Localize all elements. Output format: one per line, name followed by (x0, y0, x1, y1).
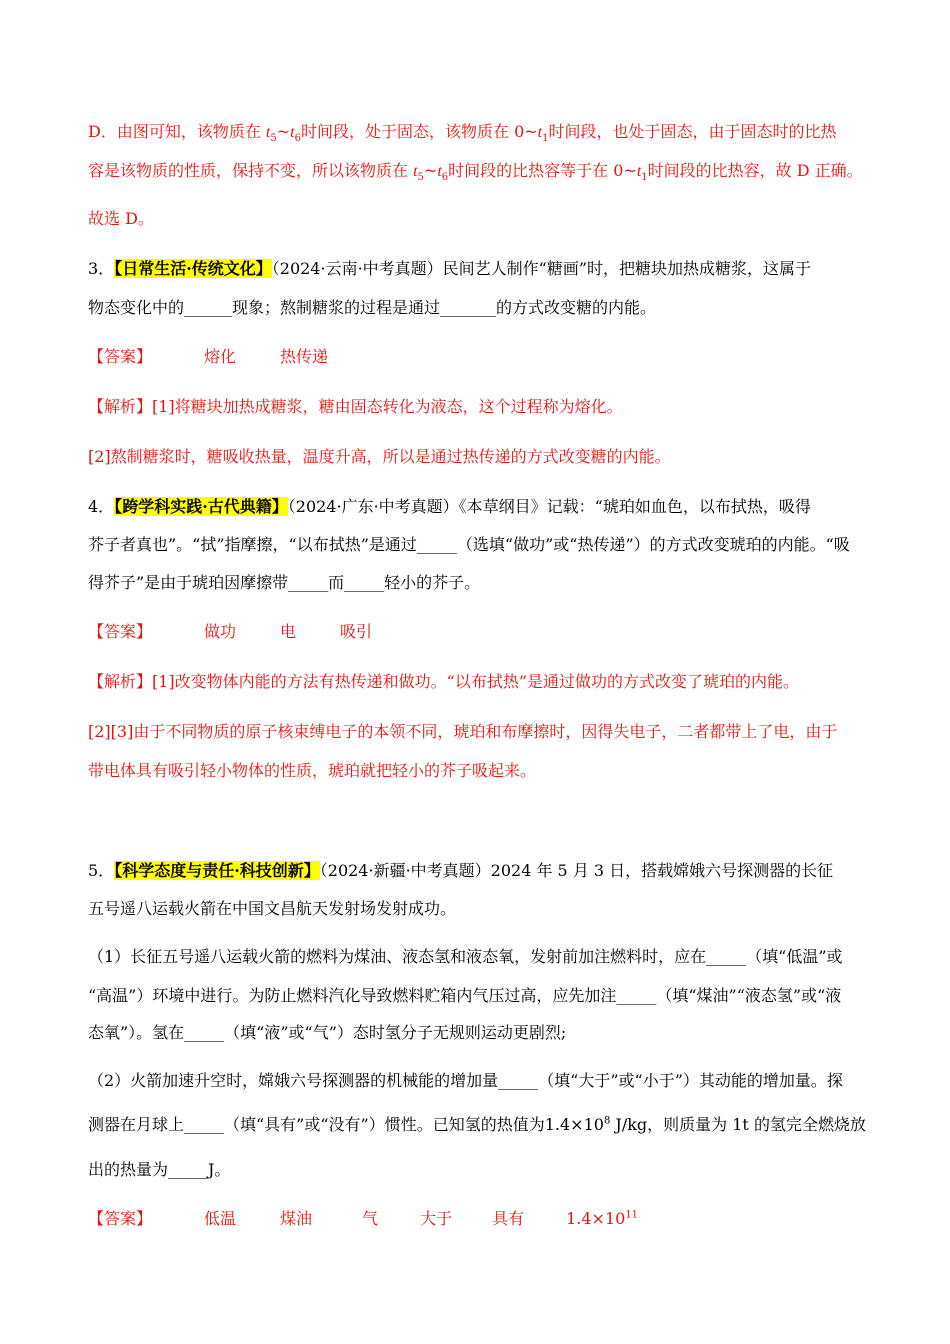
q3-answer: 【答案】 熔化 热传递 (88, 347, 329, 366)
q4-analysis3: 带电体具有吸引轻小物体的性质，琥珀就把轻小的芥子吸起来。 (88, 761, 537, 780)
final-heat-answer: $1.4\times 10^{11}$ (566, 1209, 639, 1228)
q4-stem-line3: 得芥子”是由于琥珀因摩擦带_____而_____轻小的芥子。 (88, 573, 481, 592)
q5-stem-line2: 五号遥八运载火箭在中国文昌航天发射场发射成功。 (88, 899, 457, 918)
q5-part1-line2: “高温”）环境中进行。为防止燃料汽化导致燃料贮箱内气压过高，应先加注_____（填“煤油”“液态氢”或“液 (88, 986, 842, 1005)
q3-tag: 【日常生活·传统文化】 (114, 259, 272, 278)
q5-stem-line1: 5．【科学态度与责任·科技创新】（2024·新疆·中考真题）2024 年 5 月 3 日，搭载嫦娥六号探测器的长征 (88, 861, 834, 880)
q4-answer: 【答案】 做功 电 吸引 (88, 622, 373, 641)
q4-tag: 【跨学科实践·古代典籍】 (114, 497, 288, 516)
q5-part1-line1: （1）长征五号遥八运载火箭的燃料为煤油、液态氢和液态氧，发射前加注燃料时，应在_____（填“低温”或 (88, 947, 843, 966)
heat-value: $1.4\times 10^8$ J/kg (544, 1115, 648, 1134)
q4-number: 4． (88, 497, 115, 516)
q2-conclusion: 故选 D。 (88, 209, 154, 228)
q4-stem-line2: 芥子者真也”。“拭”指摩擦，“以布拭热”是通过_____（选填“做功”或“热传递”）的方式改变琥珀的内能。“吸 (88, 535, 850, 554)
q5-number: 5． (88, 861, 115, 880)
q3-stem-line1: 3．【日常生活·传统文化】（2024·云南·中考真题）民间艺人制作“糖画”时，把糖块加热成糖浆，这属于 (88, 259, 812, 278)
q5-tag: 【科学态度与责任·科技创新】 (114, 861, 320, 880)
q5-part1-line3: 态氧”）。氢在_____（填“液”或“气”）态时氢分子无规则运动更剧烈; (88, 1023, 567, 1042)
q3-stem-line2: 物态变化中的______现象；熬制糖浆的过程是通过_______的方式改变糖的内能。 (88, 298, 657, 317)
q3-number: 3． (88, 259, 115, 278)
q3-analysis1: 【解析】[1]将糖块加热成糖浆，糖由固态转化为液态，这个过程称为熔化。 (88, 397, 623, 416)
q4-stem-line1: 4．【跨学科实践·古代典籍】（2024·广东·中考真题）《本草纲目》记载：“琥珀如血色，以布拭热，吸得 (88, 497, 811, 516)
q5-part2-line1: （2）火箭加速升空时，嫦娥六号探测器的机械能的增加量_____（填“大于”或“小于”）其动能的增加量。探 (88, 1071, 843, 1090)
q5-part2-line3: 出的热量为_____J。 (88, 1160, 231, 1179)
q5-answer: 【答案】 低温 煤油 气 大于 具有 $1.4\times 10^{11}$ (88, 1209, 639, 1228)
q5-part2-line2: 测器在月球上_____（填“具有”或“没有”）惯性。已知氢的热值为$1.4\times 10^8$ J/kg，则质量为 1t 的氢完全燃烧放 (88, 1115, 866, 1134)
q2-analysis-d-line1: D．由图可知，该物质在 $t_5\sim t_6$时间段，处于固态，该物质在 $0\sim t_1$时间段，也处于固态，由于固态时的比热 (88, 122, 837, 145)
q4-analysis2: [2][3]由于不同物质的原子核束缚电子的本领不同，琥珀和布摩擦时，因得失电子，二者都带上了电，由于 (88, 722, 838, 741)
q3-analysis2: [2]熬制糖浆时，糖吸收热量，温度升高，所以是通过热传递的方式改变糖的内能。 (88, 447, 671, 466)
q2-analysis-d-line2: 容是该物质的性质，保持不变，所以该物质在 $t_5\sim t_6$时间段的比热容等于在 $0\sim t_1$时间段的比热容，故 D 正确。 (88, 161, 863, 184)
q4-analysis1: 【解析】[1]改变物体内能的方法有热传递和做功。“以布拭热”是通过做功的方式改变了琥珀的内能。 (88, 672, 800, 691)
